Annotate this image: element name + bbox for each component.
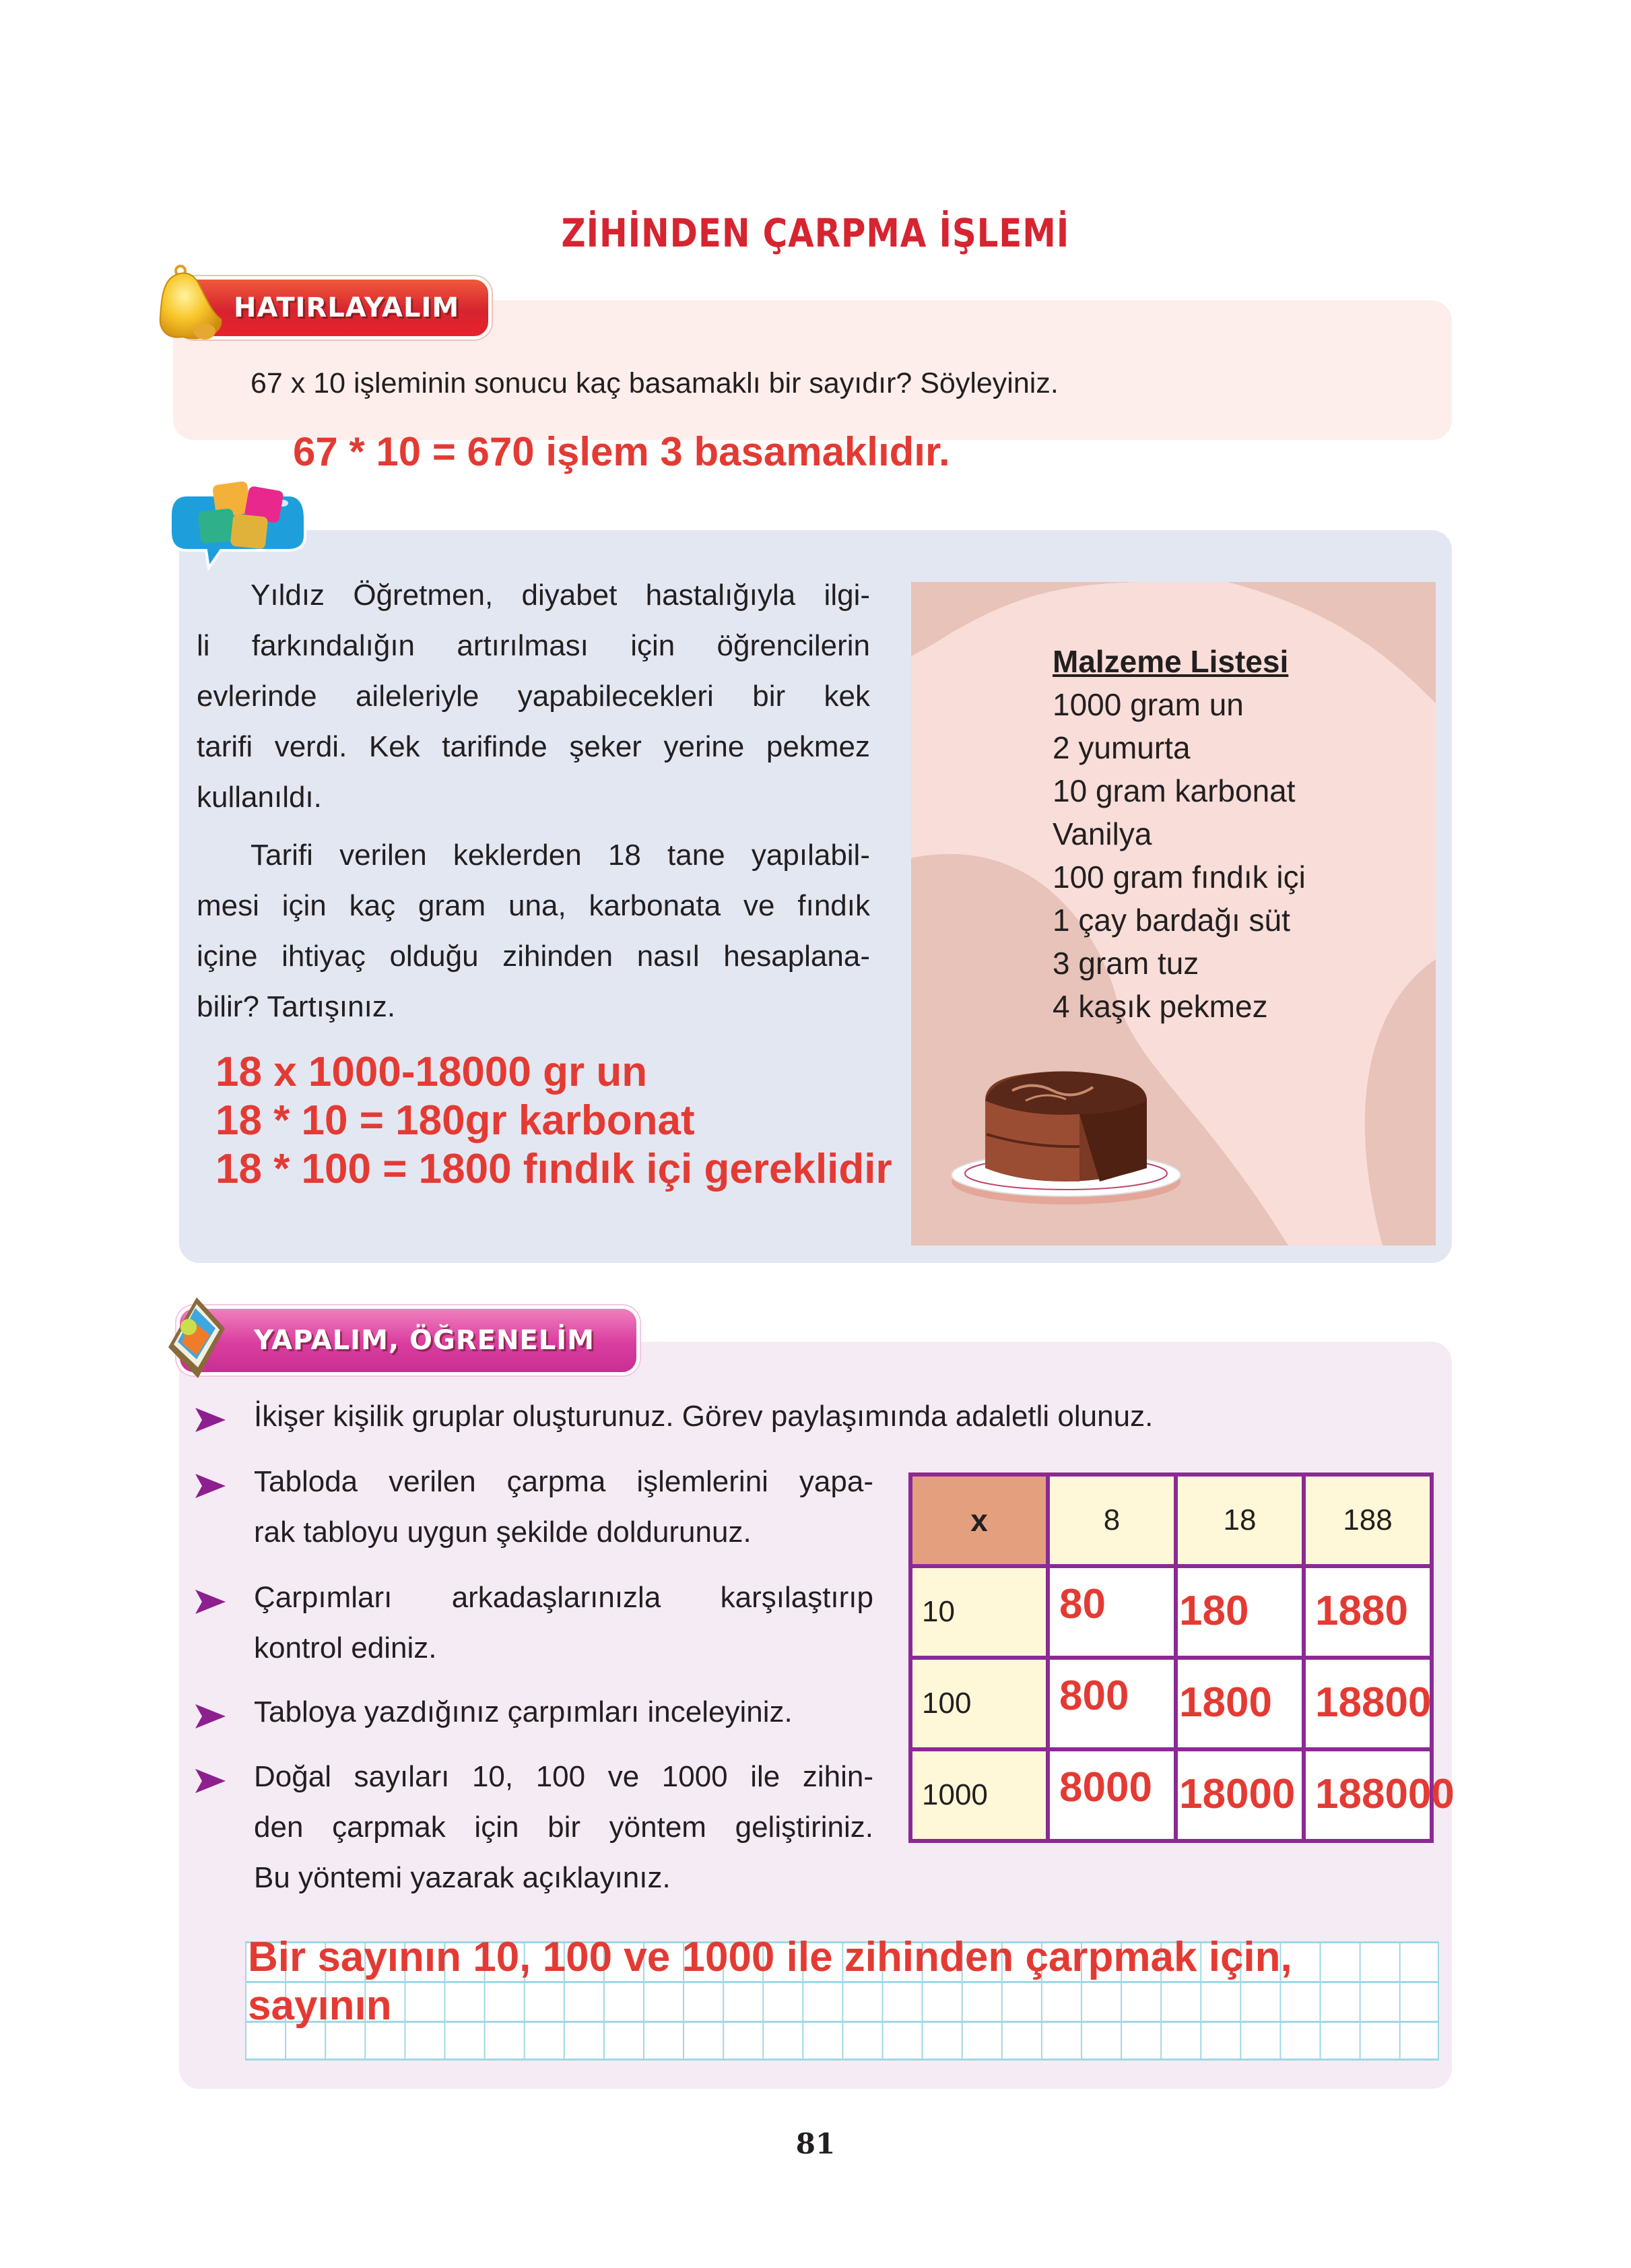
instruction-text: Çarpımları arkadaşlarınızla karşılaştırıp kontrol ediniz. [254, 1581, 873, 1664]
books-icon [163, 1295, 230, 1382]
instruction-item [195, 1697, 226, 1728]
product-cell[interactable]: 1800 [1176, 1658, 1304, 1749]
product-cell[interactable]: 18800 [1304, 1658, 1432, 1749]
ingredient-item: 10 gram karbonat [1053, 773, 1296, 808]
instruction-item [195, 1467, 226, 1498]
ingredient-item: 100 gram fındık içi [1053, 860, 1306, 895]
product-cell[interactable]: 800 [1048, 1658, 1176, 1749]
arrow-bullet-icon [195, 1474, 226, 1498]
row-header: 100 [910, 1658, 1048, 1749]
ingredient-item: 4 kaşık pekmez [1053, 989, 1268, 1024]
instruction-item [195, 1583, 226, 1614]
product-cell[interactable]: 8000 [1048, 1749, 1176, 1841]
table-corner-cell: x [910, 1475, 1048, 1566]
ingredient-item: 1000 gram un [1053, 687, 1244, 722]
product-cell[interactable]: 1880 [1304, 1566, 1432, 1658]
product-cell[interactable]: 180 [1176, 1566, 1304, 1658]
answer-line-flour: 18 x 1000-18000 gr un [215, 1049, 648, 1095]
arrow-bullet-icon [195, 1769, 226, 1793]
column-header: 8 [1048, 1475, 1176, 1566]
chocolate-cake-illustration [945, 1054, 1187, 1208]
ingredient-list-title: Malzeme Listesi [1053, 644, 1289, 679]
instruction-text: Tabloya yazdığınız çarpımları inceleyiniz. [254, 1695, 793, 1728]
column-header: 18 [1176, 1475, 1304, 1566]
writing-answer: Bir sayının 10, 100 ve 1000 ile zihinden çarpmak için, sayının [248, 1934, 1292, 2029]
multiplication-table [908, 1472, 1455, 1843]
table-row [910, 1658, 1432, 1749]
ingredient-item: 1 çay bardağı süt [1053, 903, 1290, 938]
page-number: 81 [795, 2127, 836, 2160]
product-cell[interactable]: 188000 [1304, 1749, 1432, 1841]
bell-icon [156, 264, 230, 345]
puzzle-speech-bubble-icon [167, 482, 308, 573]
arrow-bullet-icon [195, 1408, 226, 1432]
table-header-row [910, 1475, 1432, 1566]
table-row [910, 1566, 1432, 1658]
hatirlayalim-label: HATIRLAYALIM [234, 292, 460, 323]
arrow-bullet-icon [195, 1704, 226, 1728]
column-header: 188 [1304, 1475, 1432, 1566]
ingredient-list [1053, 640, 1306, 1028]
instruction-text: Tabloda verilen çarpma işlemlerini yapa- rak tabloyu uygun şekilde doldurunuz. [254, 1465, 873, 1549]
problem-paragraph-1: Yıldız Öğretmen, diyabet hastalığıyla ilgi- li farkındalığın artırılması için öğrencilerin evlerinde aileleriyle yapabilecekleri bir kek tarifi verdi. Kek tarifinde şeker yerine pekmez kullanıldı. [197, 579, 870, 814]
arrow-bullet-icon [195, 1590, 226, 1614]
ingredient-item: 3 gram tuz [1053, 946, 1199, 981]
instruction-item [195, 1401, 226, 1432]
ingredient-item: Vanilya [1053, 816, 1152, 851]
answer-line-baking-soda: 18 * 10 = 180gr karbonat [215, 1097, 695, 1144]
problem-paragraph-2: Tarifi verilen keklerden 18 tane yapılabil- mesi için kaç gram una, karbonata ve fındık içine ihtiyaç olduğu zihinden nasıl hesaplana- bilir? Tartışınız. [197, 839, 870, 1023]
product-cell[interactable]: 80 [1048, 1566, 1176, 1658]
table-row [910, 1749, 1432, 1841]
instruction-text: İkişer kişilik gruplar oluşturunuz. Görev paylaşımında adaletli olunuz. [254, 1400, 1154, 1433]
product-cell[interactable]: 18000 [1176, 1749, 1304, 1841]
answer-line-hazelnut: 18 * 100 = 1800 fındık içi gereklidir [215, 1146, 892, 1192]
page-title: ZİHİNDEN ÇARPMA İŞLEMİ [561, 210, 1070, 256]
yapalim-banner [176, 1305, 640, 1375]
remember-answer: 67 * 10 = 670 işlem 3 basamaklıdır. [293, 429, 950, 474]
remember-question: 67 x 10 işleminin sonucu kaç basamaklı bir sayıdır? Söyleyiniz. [251, 367, 1059, 399]
instruction-item [195, 1762, 226, 1793]
yapalim-label: YAPALIM, ÖĞRENELİM [254, 1325, 595, 1356]
ingredient-item: 2 yumurta [1053, 730, 1191, 765]
problem-answers [215, 1048, 892, 1194]
row-header: 10 [910, 1566, 1048, 1658]
instruction-text: Doğal sayıları 10, 100 ve 1000 ile zihin- den çarpmak için bir yöntem geliştiriniz. Bu yöntemi yazarak açıklayınız. [254, 1760, 873, 1894]
row-header: 1000 [910, 1749, 1048, 1841]
